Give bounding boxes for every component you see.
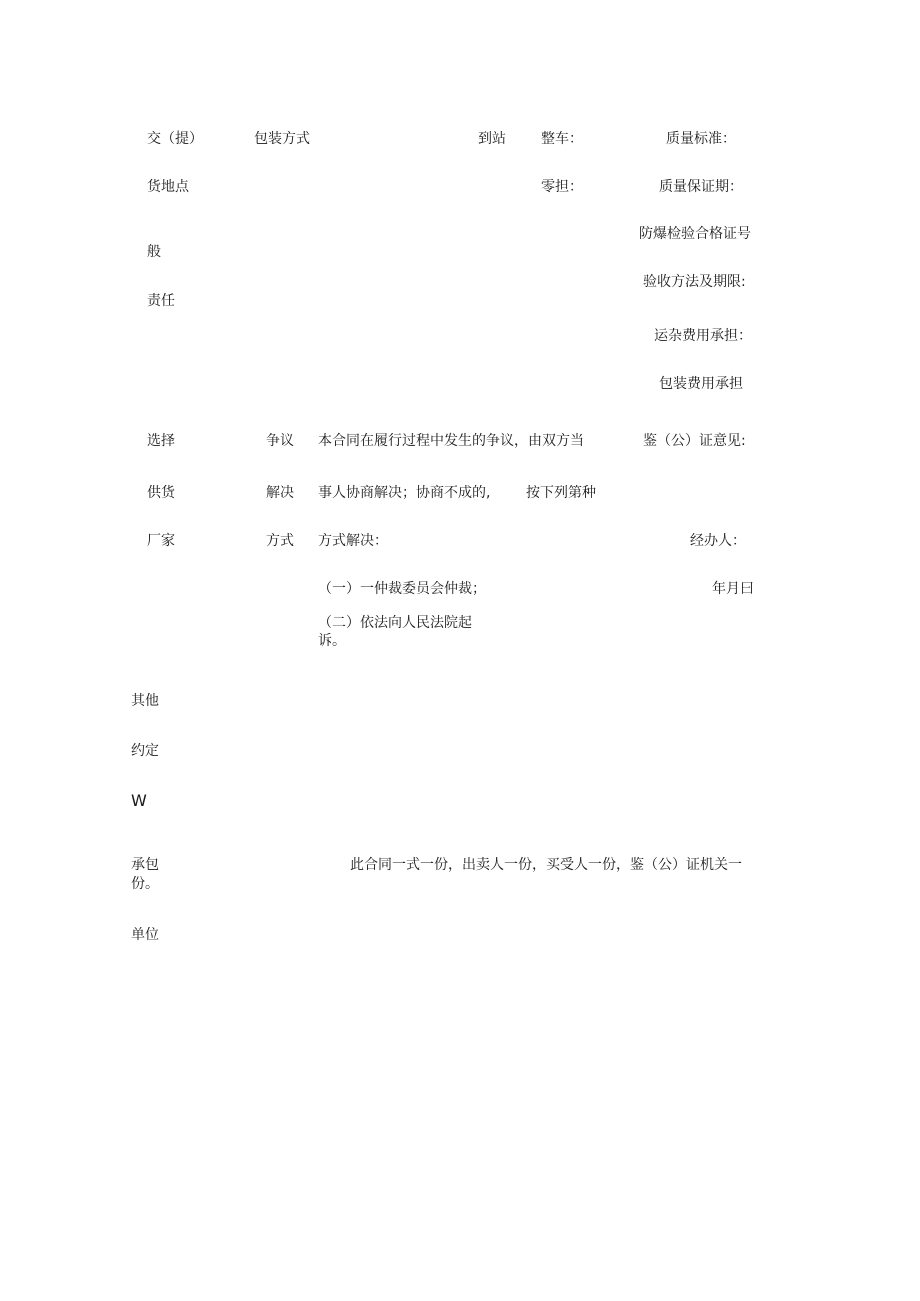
- dispute-option-2-line1: （二）依法向人民法院起: [318, 615, 472, 631]
- quality-period-label: 质量保证期：: [659, 179, 743, 195]
- delivery-label-part2: 货地点: [147, 179, 189, 195]
- full-load-label: 整车：: [541, 131, 583, 147]
- general-label-part2: 责任: [147, 293, 175, 309]
- freight-cost-label: 运杂费用承担：: [654, 328, 752, 344]
- date-label: 年月曰: [712, 581, 754, 597]
- dispute-text-line1: 本合同在履行过程中发生的争议，由双方当: [318, 433, 584, 449]
- explosion-cert-label: 防爆检验合格证号: [639, 226, 751, 242]
- handler-label: 经办人：: [690, 533, 746, 549]
- notary-opinion-label: 鉴（公）证意见:: [643, 433, 746, 449]
- dispute-text-line2b: 按下列第种: [526, 485, 596, 501]
- dispute-label-1: 争议: [266, 433, 294, 449]
- general-label-part1: 般: [147, 244, 161, 260]
- packing-method-label: 包装方式: [254, 131, 310, 147]
- other-agreement-label-1: 其他: [131, 693, 159, 709]
- dispute-option-2-line2: 诉。: [318, 633, 346, 649]
- contractor-label-2: 单位: [131, 927, 159, 943]
- supplier-choice-label-1: 选择: [147, 433, 175, 449]
- quality-standard-label: 质量标准：: [666, 131, 736, 147]
- delivery-label-part1: 交（提）: [147, 131, 203, 147]
- dispute-option-1: （一）一仲裁委员会仲裁；: [318, 581, 486, 597]
- less-than-load-label: 零担：: [541, 179, 583, 195]
- copies-text-line1: 此合同一式一份，出卖人一份，买受人一份，鉴（公）证机关一: [350, 857, 742, 873]
- supplier-choice-label-2: 供货: [147, 485, 175, 501]
- other-agreement-label-2: 约定: [131, 743, 159, 759]
- contractor-label-1: 承包: [131, 857, 159, 873]
- copies-text-line2: 份。: [131, 876, 159, 892]
- dispute-text-line3: 方式解决：: [318, 533, 388, 549]
- packing-cost-label: 包装费用承担: [659, 376, 743, 392]
- dispute-text-line2a: 事人协商解决；协商不成的,: [318, 485, 491, 501]
- other-agreement-label-3: W: [131, 791, 147, 810]
- supplier-choice-label-3: 厂家: [147, 533, 175, 549]
- dispute-label-3: 方式: [266, 533, 294, 549]
- dispute-label-2: 解决: [266, 485, 294, 501]
- inspection-method-label: 验收方法及期限:: [643, 274, 746, 290]
- destination-station-label: 到站: [478, 131, 506, 147]
